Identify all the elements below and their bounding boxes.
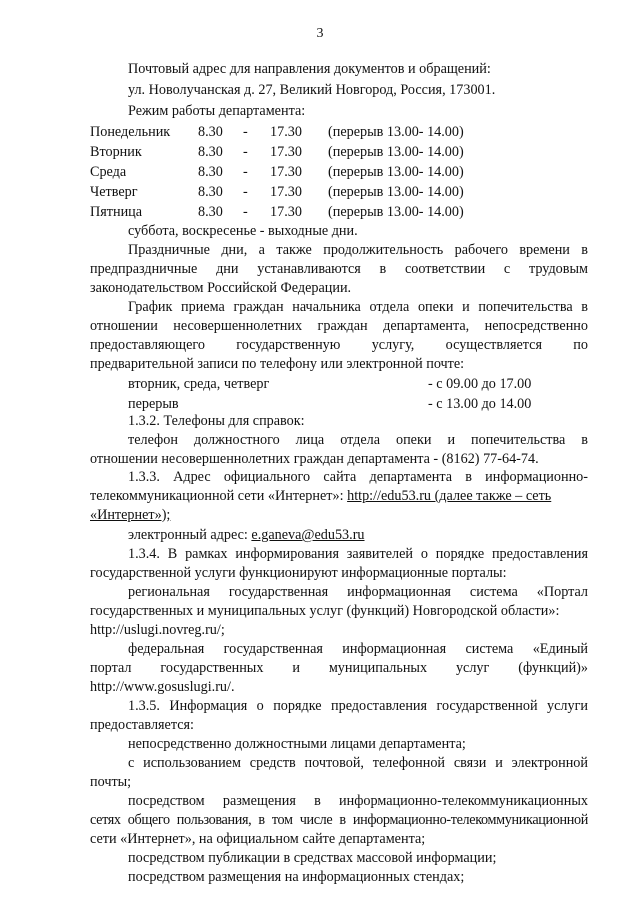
portal-url: http://www.gosuslugi.ru/. [90, 679, 235, 695]
schedule-day: Вторник [90, 144, 142, 160]
phone-line: отношении несовершеннолетних граждан департамента - (8162) 77-64-74. [90, 451, 539, 467]
email-label: электронный адрес: [128, 527, 252, 543]
reception-break-time: - с 13.00 до 14.00 [428, 396, 532, 412]
site-label: телекоммуникационной сети «Интернет»: [90, 488, 348, 504]
schedule-break: (перерыв 13.00- 14.00) [328, 204, 464, 220]
schedule-to: 17.30 [270, 144, 302, 160]
schedule-dash: - [243, 124, 248, 140]
section-132-heading: 1.3.2. Телефоны для справок: [128, 413, 305, 429]
schedule-dash: - [243, 164, 248, 180]
reception-break-label: перерыв [128, 396, 179, 412]
schedule-dash: - [243, 204, 248, 220]
section-135-line: непосредственно должностными лицами департамента; [128, 736, 466, 752]
section-133-line [90, 506, 588, 525]
reception-line: предоставляющего государственную услугу, осуществляется по [90, 337, 588, 353]
phone-line: телефон должностного лица отдела опеки и попечительства в [128, 432, 588, 448]
holidays-line: законодательством Российской Федерации. [90, 280, 352, 296]
schedule-day: Четверг [90, 184, 138, 200]
section-135-line: сетях общего пользования, в том числе в информационно-телекоммуникационной [90, 812, 588, 828]
hours-title: Режим работы департамента: [128, 103, 306, 119]
portal-url: http://uslugi.novreg.ru/; [90, 622, 225, 638]
schedule-day: Среда [90, 164, 127, 180]
section-135-line: посредством публикации в средствах массовой информации; [128, 850, 497, 866]
reception-line: График приема граждан начальника отдела опеки и попечительства в [128, 299, 588, 315]
section-135-line: почты; [90, 774, 132, 790]
section-135-line: 1.3.5. Информация о порядке предоставления государственной услуги [128, 698, 588, 714]
section-134-line: портал государственных и муниципальных услуг (функций)» [90, 660, 588, 676]
section-135-line: с использованием средств почтовой, телефонной связи и электронной [128, 755, 588, 771]
holidays-line: Праздничные дни, а также продолжительность рабочего времени в [128, 242, 588, 258]
schedule-break: (перерыв 13.00- 14.00) [328, 124, 464, 140]
schedule-from: 8.30 [198, 204, 223, 220]
schedule-to: 17.30 [270, 204, 302, 220]
postal-address: ул. Новолучанская д. 27, Великий Новгород, Россия, 173001. [128, 82, 496, 98]
reception-days-label: вторник, среда, четверг [128, 376, 270, 392]
schedule-day: Понедельник [90, 124, 171, 140]
weekend-note: суббота, воскресенье - выходные дни. [128, 223, 358, 239]
holidays-line: предпраздничные дни устанавливаются в соответствии с трудовым [90, 261, 588, 277]
section-134-line: государственных и муниципальных услуг (функций) Новгородской области»: [90, 603, 560, 619]
email-line [128, 526, 588, 545]
section-135-line: предоставляется: [90, 717, 194, 733]
schedule-from: 8.30 [198, 124, 223, 140]
section-133-line [90, 487, 588, 506]
section-135-line: посредством размещения в информационно-телекоммуникационных [128, 793, 588, 809]
site-link[interactable]: http://edu53.ru (далее также – сеть [347, 488, 552, 504]
section-135-line: сети «Интернет», на официальном сайте департамента; [90, 831, 426, 847]
schedule-dash: - [243, 144, 248, 160]
email-link[interactable]: e.ganeva@edu53.ru [251, 527, 365, 543]
section-135-line: посредством размещения на информационных стендах; [128, 869, 465, 885]
section-134-line: 1.3.4. В рамках информирования заявителей о порядке предоставления [128, 546, 588, 562]
schedule-break: (перерыв 13.00- 14.00) [328, 144, 464, 160]
schedule-from: 8.30 [198, 164, 223, 180]
schedule-break: (перерыв 13.00- 14.00) [328, 184, 464, 200]
schedule-dash: - [243, 184, 248, 200]
page-number: 3 [316, 26, 324, 41]
section-134-line: региональная государственная информационная система «Портал [128, 584, 588, 600]
section-134-line: федеральная государственная информационная система «Единый [128, 641, 588, 657]
schedule-break: (перерыв 13.00- 14.00) [328, 164, 464, 180]
reception-days-time: - с 09.00 до 17.00 [428, 376, 532, 392]
site-link-continued[interactable]: «Интернет»); [90, 507, 171, 523]
schedule-from: 8.30 [198, 144, 223, 160]
schedule-to: 17.30 [270, 124, 302, 140]
reception-line: предварительной записи по телефону или электронной почте: [90, 356, 465, 372]
section-134-line: государственной услуги функционируют информационные порталы: [90, 565, 507, 581]
schedule-day: Пятница [90, 204, 143, 220]
postal-intro: Почтовый адрес для направления документов и обращений: [128, 61, 491, 77]
section-133-line: 1.3.3. Адрес официального сайта департамента в информационно- [128, 469, 588, 485]
schedule-to: 17.30 [270, 164, 302, 180]
schedule-to: 17.30 [270, 184, 302, 200]
schedule-from: 8.30 [198, 184, 223, 200]
reception-line: отношении несовершеннолетних граждан департамента, непосредственно [90, 318, 588, 334]
